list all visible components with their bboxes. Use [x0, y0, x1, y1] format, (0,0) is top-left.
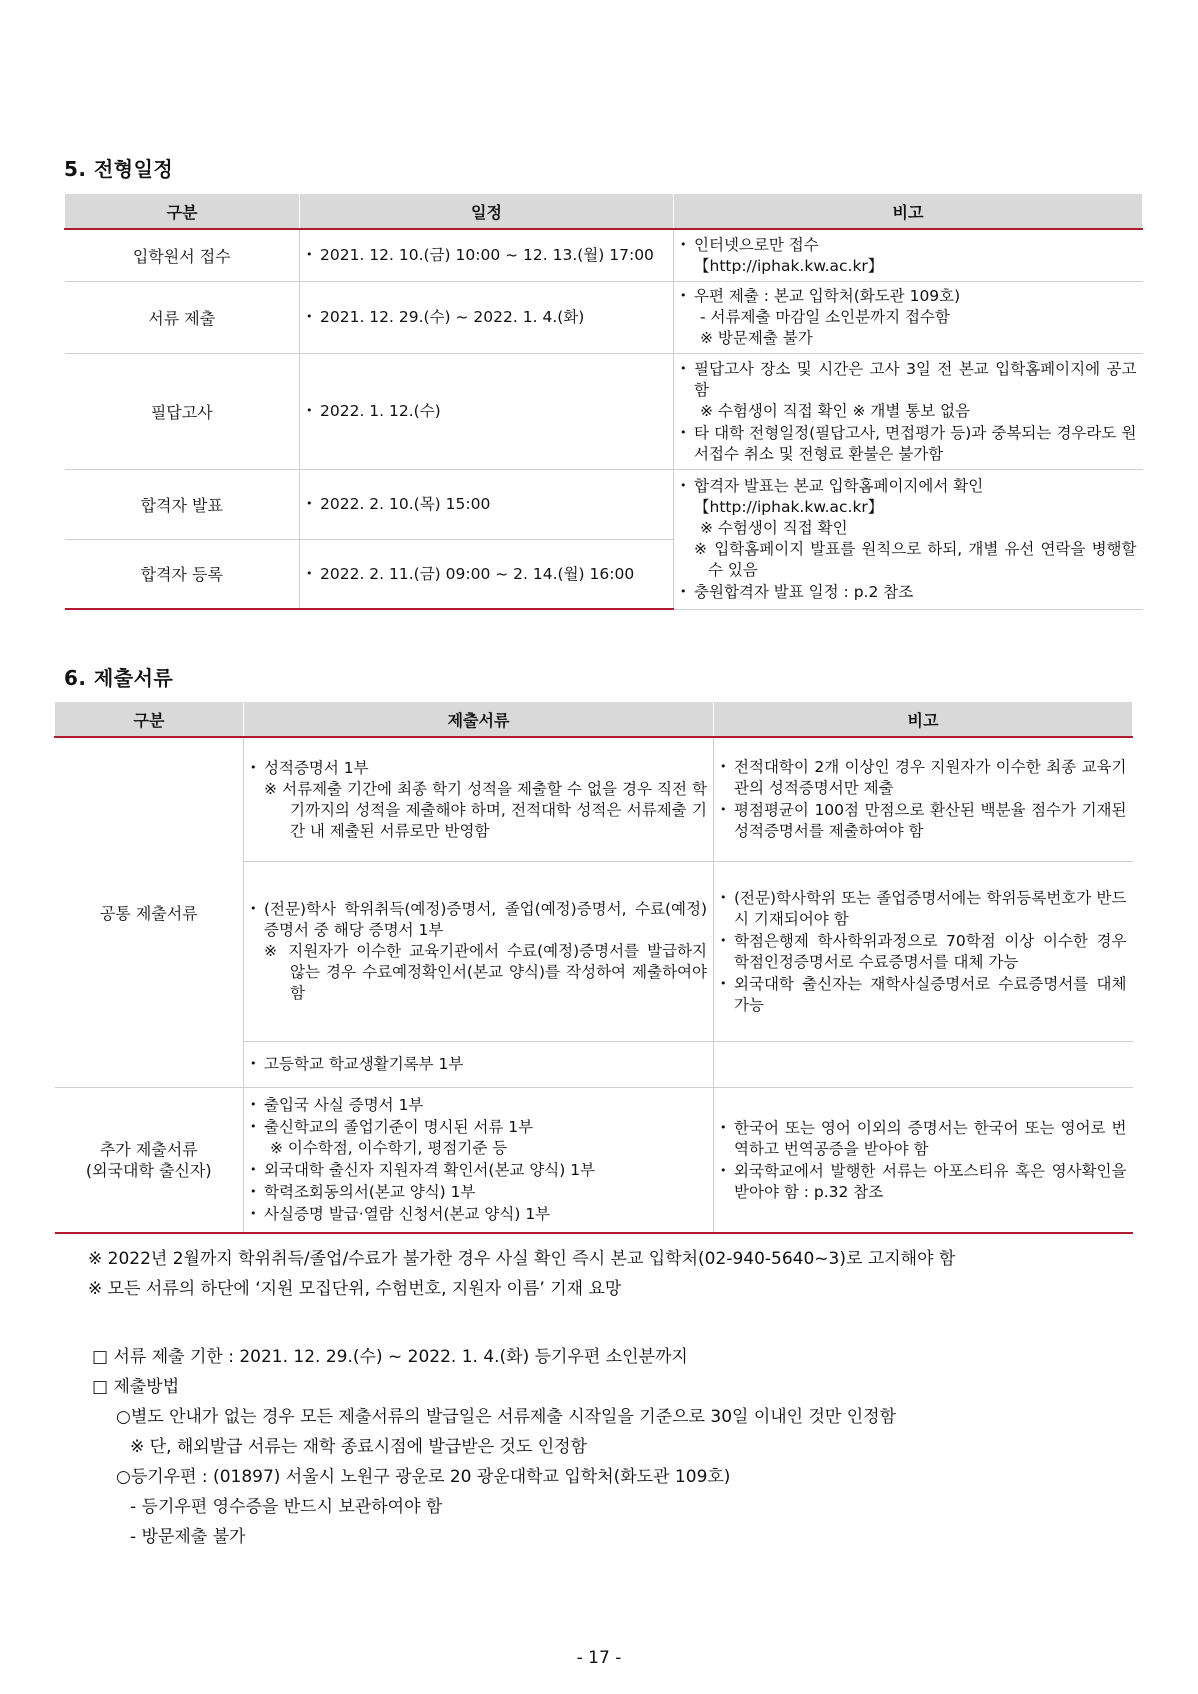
- section-title-documents: 6. 제출서류: [64, 666, 174, 690]
- row-documents: • 출입국 사실 증명서 1부 • 출신학교의 졸업기준이 명시된 서류 1부 ※ 이수학점, 이수학기, 평점기준 등 • 외국대학 출신자 지원자격 확인서(본교 양식) 1부 • 학력조회동의서(본교 양식) 1부 • 사실증명 발급·열람 신청서(본교 양식) 1부: [244, 1087, 714, 1233]
- table-row: [65, 281, 1143, 353]
- submission-info: [92, 1342, 896, 1552]
- header-category: 구분: [65, 194, 300, 229]
- submission-method-item: ○등기우편 : (01897) 서울시 노원구 광운로 20 광운대학교 입학처(화도관 109호): [116, 1467, 731, 1487]
- row-remarks-empty: [714, 1041, 1133, 1087]
- row-remarks: • 필답고사 장소 및 시간은 고사 3일 전 본교 입학홈페이지에 공고함 ※ 수험생이 직접 확인 ※ 개별 통보 없음 • 타 대학 전형일정(필답고사, 면접평가 등)과 중복되는 경우라도 원서접수 취소 및 전형료 환불은 불가함: [674, 353, 1143, 469]
- row-schedule: • 2022. 2. 11.(금) 09:00 ~ 2. 14.(월) 16:00: [300, 539, 674, 609]
- row-category: 서류 제출: [65, 281, 300, 353]
- row-remarks: • 인터넷으로만 접수 【http://iphak.kw.ac.kr】: [674, 229, 1143, 281]
- page-number: - 17 -: [576, 1648, 622, 1668]
- section-title-schedule: 5. 전형일정: [64, 157, 174, 181]
- row-schedule: • 2021. 12. 29.(수) ~ 2022. 1. 4.(화): [300, 281, 674, 353]
- table-row: [65, 353, 1143, 469]
- notes-block: [88, 1244, 955, 1304]
- submission-method-item: ○별도 안내가 없는 경우 모든 제출서류의 발급일은 서류제출 시작일을 기준으로 30일 이내인 것만 인정함: [116, 1407, 897, 1427]
- table-row: [55, 1087, 1133, 1233]
- row-remarks-merged: • 합격자 발표는 본교 입학홈페이지에서 확인 【http://iphak.kw.ac.kr】 ※ 수험생이 직접 확인 ※ 입학홈페이지 발표를 원칙으로 하되, 개별 유선 연락을 병행할 수 있음 • 충원합격자 발표 일정 : p.2 참조: [674, 469, 1143, 609]
- row-schedule: • 2022. 2. 10.(목) 15:00: [300, 469, 674, 539]
- row-schedule: • 2022. 1. 12.(수): [300, 353, 674, 469]
- common-category: 공통 제출서류: [55, 737, 244, 1087]
- header-documents: 제출서류: [244, 702, 714, 737]
- row-documents: • 성적증명서 1부 ※ 서류제출 기간에 최종 학기 성적을 제출할 수 없을 경우 직전 학기까지의 성적을 제출해야 하며, 전적대학 성적은 서류제출 기간 내 제출된 서류로만 반영함: [244, 737, 714, 861]
- row-documents: • (전문)학사 학위취득(예정)증명서, 졸업(예정)증명서, 수료(예정)증명서 중 해당 증명서 1부 ※ 지원자가 이수한 교육기관에서 수료(예정)증명서를 발급하지 않는 경우 수료예정확인서(본교 양식)를 작성하여 제출하여야 함: [244, 861, 714, 1041]
- table-row: [65, 469, 1143, 539]
- documents-table: [54, 702, 1133, 1234]
- row-remarks: • (전문)학사학위 또는 졸업증명서에는 학위등록번호가 반드시 기재되어야 함 • 학점은행제 학사학위과정으로 70학점 이상 이수한 경우 학점인정증명서로 수료증명서를 대체 가능 • 외국대학 출신자는 재학사실증명서로 수료증명서를 대체 가능: [714, 861, 1133, 1041]
- row-category: 필답고사: [65, 353, 300, 469]
- row-remarks: • 한국어 또는 영어 이외의 증명서는 한국어 또는 영어로 번역하고 번역공증을 받아야 함 • 외국학교에서 발행한 서류는 아포스티유 혹은 영사확인을 받아야 함 : p.32 참조: [714, 1087, 1133, 1233]
- header-schedule: 일정: [300, 194, 674, 229]
- submission-method-subnote: - 방문제출 불가: [130, 1527, 246, 1547]
- warning-note: ※ 모든 서류의 하단에 ‘지원 모집단위, 수험번호, 지원자 이름’ 기재 요망: [88, 1279, 622, 1299]
- row-remarks: • 전적대학이 2개 이상인 경우 지원자가 이수한 최종 교육기관의 성적증명서만 제출 • 평점평균이 100점 만점으로 환산된 백분율 점수가 기재된 성적증명서를 제출하여야 함: [714, 737, 1133, 861]
- row-remarks: • 우편 제출 : 본교 입학처(화도관 109호) - 서류제출 마감일 소인분까지 접수함 ※ 방문제출 불가: [674, 281, 1143, 353]
- warning-note: ※ 2022년 2월까지 학위취득/졸업/수료가 불가한 경우 사실 확인 즉시 본교 입학처(02-940-5640~3)로 고지해야 함: [88, 1249, 956, 1269]
- extra-category: 추가 제출서류 (외국대학 출신자): [55, 1087, 244, 1233]
- header-remarks: 비고: [674, 194, 1143, 229]
- submission-method-title: □ 제출방법: [92, 1377, 180, 1397]
- table-row: [55, 737, 1133, 861]
- submission-method-subnote: ※ 단, 해외발급 서류는 재학 종료시점에 발급받은 것도 인정함: [130, 1437, 588, 1457]
- row-category: 입학원서 접수: [65, 229, 300, 281]
- schedule-table: [64, 194, 1143, 610]
- row-schedule: • 2021. 12. 10.(금) 10:00 ~ 12. 13.(월) 17:00: [300, 229, 674, 281]
- row-documents: • 고등학교 학교생활기록부 1부: [244, 1041, 714, 1087]
- header-remarks: 비고: [714, 702, 1133, 737]
- table-row: [65, 229, 1143, 281]
- submission-deadline: □ 서류 제출 기한 : 2021. 12. 29.(수) ~ 2022. 1. 4.(화) 등기우편 소인분까지: [92, 1347, 688, 1367]
- header-category: 구분: [55, 702, 244, 737]
- row-category: 합격자 발표: [65, 469, 300, 539]
- submission-method-subnote: - 등기우편 영수증을 반드시 보관하여야 함: [130, 1497, 443, 1517]
- row-category: 합격자 등록: [65, 539, 300, 609]
